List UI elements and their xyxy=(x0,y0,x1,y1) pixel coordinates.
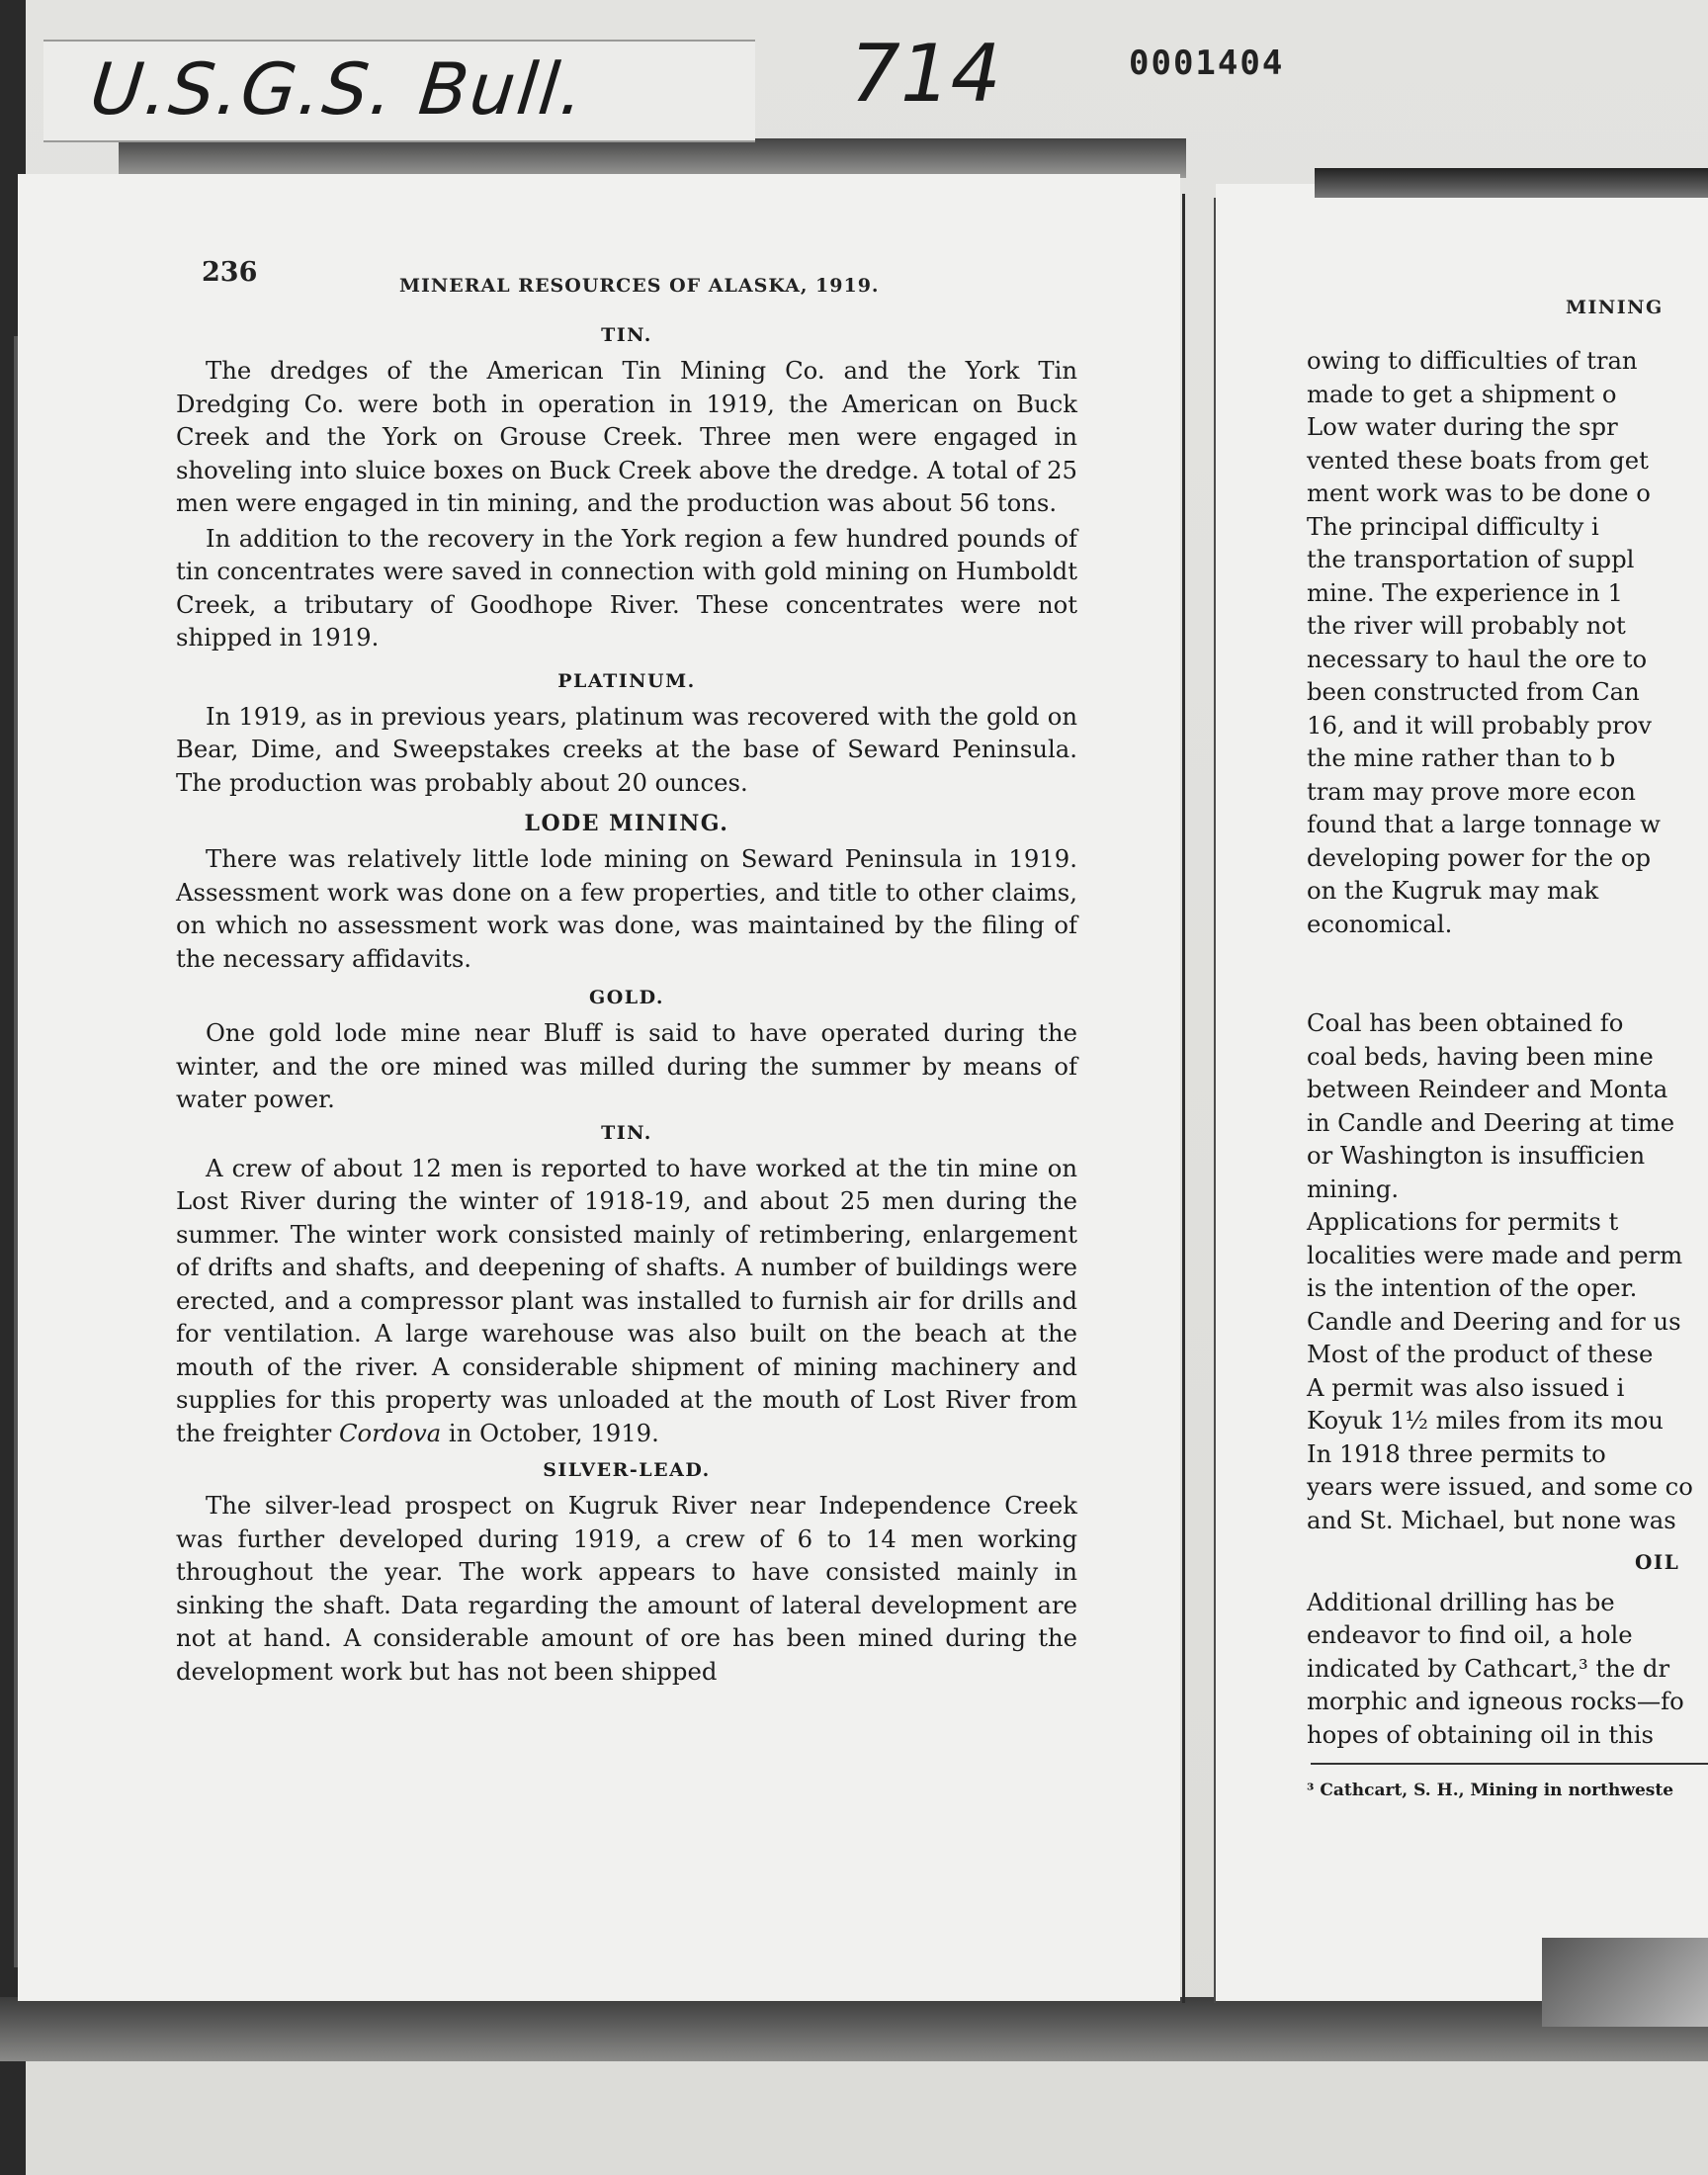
text-line: economical. xyxy=(1307,909,1453,938)
paragraph: There was relatively little lode mining on Seward Peninsula in 1919. Assessment work was done on a few properties, and title to other claims, on which no assessment work was done, was maintained by the filing of the necessary affidavits. xyxy=(176,844,1077,973)
section-heading-tin: TIN. xyxy=(601,324,652,346)
right-running-head: MINING xyxy=(1566,297,1664,318)
text-line: Additional drilling has be xyxy=(1307,1587,1615,1616)
right-lines-block-b xyxy=(1307,1006,1708,1536)
text-line: in Candle and Deering at time xyxy=(1307,1107,1675,1137)
vessel-name: Cordova xyxy=(338,1418,442,1447)
text-line: morphic and igneous rocks—fo xyxy=(1307,1687,1684,1715)
text-line: Candle and Deering and for us xyxy=(1307,1306,1681,1336)
text-line: owing to difficulties of tran xyxy=(1307,346,1638,375)
right-page-top-shadow xyxy=(1315,168,1708,198)
text-line: necessary to haul the ore to xyxy=(1307,644,1648,673)
text-line: tram may prove more econ xyxy=(1307,776,1636,806)
page-number: 236 xyxy=(202,257,258,288)
text-line: the mine rather than to b xyxy=(1307,743,1616,772)
paragraph: One gold lode mine near Bluff is said to have operated during the winter, and the ore mined was milled during the summer by means of water power. xyxy=(176,1018,1077,1113)
text-line: developing power for the op xyxy=(1307,842,1652,872)
footnote-rule xyxy=(1311,1763,1708,1765)
footnote: ³ Cathcart, S. H., Mining in northweste xyxy=(1307,1781,1674,1800)
spacer xyxy=(1307,940,1708,974)
stamp-number: 0001404 xyxy=(1129,44,1285,83)
footnote-rule-wrap xyxy=(1307,1751,1708,1775)
right-page-bottom-shadow xyxy=(1542,1938,1708,2027)
text-line: the river will probably not xyxy=(1307,611,1626,640)
section-heading-lode-mining: LODE MINING. xyxy=(524,811,729,836)
paragraph: In addition to the recovery in the York region a few hundred pounds of tin concentrates were saved in connection with gold mining on Humboldt Creek, a tributary of Goodhope River. These concentrates were not shipped in 1919. xyxy=(176,523,1077,652)
text-line: the transportation of suppl xyxy=(1307,545,1635,573)
section-heading-silver-lead: SILVER-LEAD. xyxy=(543,1459,711,1481)
text-line: mining. xyxy=(1307,1174,1400,1203)
paragraph-text: in October, 1919. xyxy=(441,1418,659,1447)
right-lines-block-a xyxy=(1307,344,1708,940)
paragraph: The dredges of the American Tin Mining Co. and the York Tin Dredging Co. were both in operation in 1919, the American on Buck Creek and the York on Grouse Creek. Three men were engaged in shoveling into sluice boxes on Buck Creek above the dredge. A total of 25 men were engaged in tin mining, and the production was about 56 tons. xyxy=(176,356,1077,517)
handwritten-label: U.S.G.S. Bull. xyxy=(86,47,590,130)
text-line: Koyuk 1½ miles from its mou xyxy=(1307,1406,1664,1435)
text-line: made to get a shipment o xyxy=(1307,379,1617,408)
text-line: The principal difficulty i xyxy=(1307,511,1599,541)
text-line: A permit was also issued i xyxy=(1307,1372,1625,1402)
right-column-text xyxy=(1307,344,1708,1808)
spacer xyxy=(1307,974,1708,1007)
right-lines-block-c xyxy=(1307,1586,1708,1752)
text-line: vented these boats from get xyxy=(1307,445,1649,475)
text-line: been constructed from Can xyxy=(1307,677,1640,706)
handwritten-number: 714 xyxy=(850,28,1001,120)
scanner-edge-bottom xyxy=(0,1997,1708,2061)
gutter-line-secondary xyxy=(1214,198,1216,2003)
paragraph-text: A crew of about 12 men is reported to have worked at the tin mine on Lost River during the winter of 1918-19, and about 25 men during the summer. The winter work consisted mainly of retimbering, enlargement of drifts and shafts, and deepening of shafts. A number of buildings were erected, and a compressor plant was installed to furnish air for drills and for ventilation. A large warehouse was also built on the beach at the mouth of the river. A considerable shipment of mining machinery and supplies for this property was unloaded at the mouth of Lost River from the freighter xyxy=(176,1153,1077,1447)
text-line: on the Kugruk may mak xyxy=(1307,876,1599,905)
text-line: found that a large tonnage w xyxy=(1307,810,1661,838)
text-line: Low water during the spr xyxy=(1307,412,1618,441)
text-line: endeavor to find oil, a hole xyxy=(1307,1620,1633,1649)
text-line: In 1918 three permits to xyxy=(1307,1438,1606,1468)
section-heading-oil: OIL xyxy=(1635,1550,1680,1574)
left-column-text xyxy=(176,318,1077,1690)
text-line: Coal has been obtained fo xyxy=(1307,1008,1624,1037)
text-line: between Reindeer and Monta xyxy=(1307,1075,1668,1103)
paragraph xyxy=(176,1152,1077,1450)
paragraph: In 1919, as in previous years, platinum was recovered with the gold on Bear, Dime, and Sweepstakes creeks at the base of Seward Peninsula. The production was probably about 20 ounces. xyxy=(176,701,1077,797)
section-heading-gold: GOLD. xyxy=(588,987,665,1008)
gutter-line xyxy=(1182,194,1185,2003)
text-line: 16, and it will probably prov xyxy=(1307,710,1652,740)
text-line: Applications for permits t xyxy=(1307,1207,1619,1236)
text-line: coal beds, having been mine xyxy=(1307,1041,1654,1071)
text-line: hopes of obtaining oil in this xyxy=(1307,1719,1654,1749)
text-line: ment work was to be done o xyxy=(1307,478,1651,507)
text-line: is the intention of the oper. xyxy=(1307,1273,1638,1302)
text-line: and St. Michael, but none was xyxy=(1307,1505,1676,1534)
section-heading-platinum: PLATINUM. xyxy=(557,669,696,692)
text-line: localities were made and perm xyxy=(1307,1240,1683,1269)
top-shadow xyxy=(119,138,1186,178)
text-line: indicated by Cathcart,³ the dr xyxy=(1307,1653,1670,1683)
text-line: years were issued, and some co xyxy=(1307,1472,1693,1501)
running-head: MINERAL RESOURCES OF ALASKA, 1919. xyxy=(399,275,880,297)
text-line: Most of the product of these xyxy=(1307,1340,1654,1368)
text-line: mine. The experience in 1 xyxy=(1307,577,1623,607)
text-line: or Washington is insufficien xyxy=(1307,1141,1646,1170)
paragraph: The silver-lead prospect on Kugruk River near Independence Creek was further developed during 1919, a crew of 6 to 14 men working throughout the year. The work appears to have consisted mainly in sinking the shaft. Data regarding the amount of lateral development are not at hand. A considerable amount of ore has been mined during the development work but has not been shipped xyxy=(176,1491,1077,1686)
section-heading-tin-lode: TIN. xyxy=(601,1121,652,1144)
